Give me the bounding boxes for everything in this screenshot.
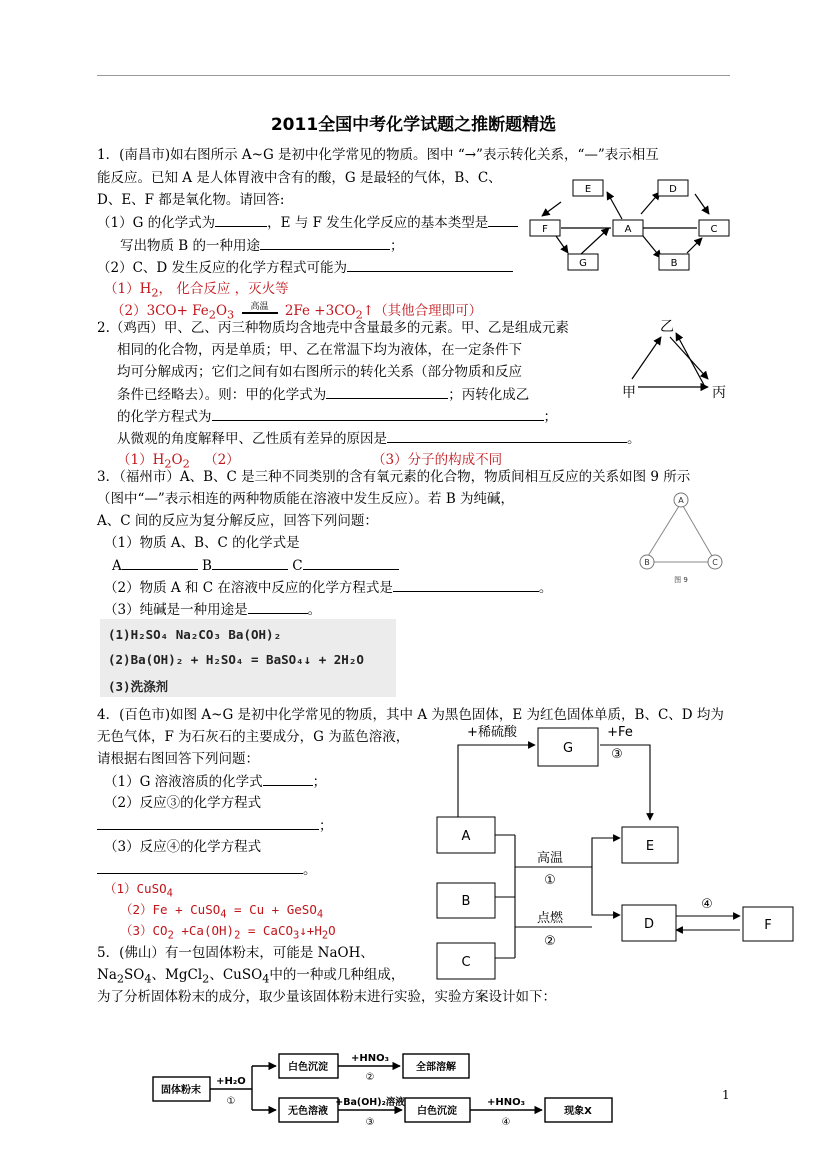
node-bing: 丙 [712, 385, 726, 401]
node-c: C [712, 558, 718, 567]
q4-line-2: 无色气体，F 为石灰石的主要成分，G 为蓝色溶液， [97, 729, 410, 745]
q4-line-4 [104, 772, 326, 791]
q4-answer-sub: 2 [321, 929, 329, 942]
answer-blank[interactable] [248, 600, 308, 614]
q1-condition [242, 302, 278, 314]
q4-line-8-end: 。 [303, 862, 317, 878]
q1-line-4b: ，E 与 F 发生化学反应的基本类型是 [267, 215, 489, 231]
q2-line-6-end: 。 [627, 431, 641, 447]
q5-sub: 4 [262, 972, 270, 986]
q5-sub: 2 [202, 972, 210, 986]
q1-answer-2-sub: 2 [355, 308, 363, 322]
node-yi: 乙 [660, 319, 674, 335]
q4-line-6-end: ； [319, 818, 333, 834]
flow-add-water: +H₂O [216, 1076, 246, 1087]
q4-answer-1-text: （1）CuSO [104, 881, 167, 896]
q2-answer-2: （2） [204, 452, 240, 468]
answer-blank[interactable] [347, 258, 513, 272]
q2-answer-1: （1）H [117, 452, 165, 468]
answer-blank[interactable] [263, 772, 313, 786]
q5-line-3: 为了分析固体粉末的成分，取少量该固体粉末进行实验，实验方案设计如下： [97, 989, 556, 1005]
q3-diagram [632, 488, 728, 584]
q2-answer-1-sub: 2 [164, 457, 172, 471]
q4-answer-sub: 2 [234, 929, 241, 942]
q3-answer-box [100, 619, 396, 697]
q5-line-2c: 、MgCl [151, 967, 203, 983]
q5-sub: 2 [116, 972, 125, 986]
q3-line-6 [104, 578, 552, 597]
q5-line-2 [97, 966, 404, 989]
q4-answer-3b: +Ca(OH) [173, 923, 235, 938]
label-acid: +稀硫酸 [467, 725, 517, 740]
q2-line-1: 2.（鸡西）甲、乙、丙三种物质均含地壳中含量最多的元素。甲、乙是组成元素 [97, 320, 569, 336]
node-c: C [710, 224, 718, 235]
header-rule [97, 75, 730, 76]
q2-line-5-text: 的化学方程式为 [117, 409, 212, 425]
label-high-temp: 高温 [536, 851, 564, 866]
flow-step-1: ① [226, 1096, 236, 1107]
q1-answer-2-sub: 3 [227, 308, 235, 322]
flow-colorless-solution: 无色溶液 [288, 1106, 328, 1117]
q3-answer-1: (1)H₂SO₄ Na₂CO₃ Ba(OH)₂ [108, 627, 282, 642]
q1-answer-2b: O [215, 303, 228, 319]
label-circle-1: ① [544, 873, 556, 888]
q3-line-7 [104, 600, 321, 619]
node-e: E [584, 184, 592, 195]
node-f: F [764, 918, 772, 933]
node-a: A [624, 224, 632, 235]
flow-step-2: ② [365, 1072, 375, 1083]
q2-diagram [618, 315, 738, 405]
q1-answer-2a: （2）3CO+ Fe [111, 303, 209, 319]
q3-label-b: B [202, 558, 212, 574]
answer-blank[interactable] [97, 816, 319, 830]
node-b: B [644, 558, 650, 567]
q1-line-4 [97, 213, 518, 232]
q4-diagram [420, 720, 805, 984]
q3-line-1: 3．（福州市）A、B、C 是三种不同类别的含有氧元素的化合物，物质间相互反应的关系如图 9 所示 [97, 469, 691, 485]
q4-answer-3e: O [328, 923, 336, 938]
answer-blank[interactable] [122, 556, 198, 570]
q2-line-6 [117, 429, 641, 448]
answer-blank[interactable] [212, 556, 288, 570]
q1-answer-1a: （1）H [104, 281, 152, 297]
node-a: A [461, 829, 471, 844]
q1-line-3: D、E、F 都是氧化物。请回答: [97, 192, 285, 208]
q4-line-1: 4．(百色市)如图 A~G 是初中化学常见的物质，其中 A 为黑色固体，E 为红色固体单质，B、C、D 均为 [97, 707, 724, 723]
answer-blank[interactable] [326, 385, 448, 399]
q1-answer-2c: 2Fe +3CO [284, 303, 356, 319]
q2-line-4-end: ；丙转化成乙 [448, 387, 530, 403]
q3-line-5 [112, 556, 399, 575]
q4-answer-3c: = CaCO [240, 923, 294, 938]
q1-line-1: 1．(南昌市)如右图所示 A~G 是初中化学常见的物质。图中 “→”表示转化关系，“—”表示相互 [97, 147, 659, 163]
flow-step-3: ③ [365, 1117, 375, 1128]
q3-label-c: C [292, 558, 303, 574]
q3-line-6-end: 。 [538, 580, 553, 596]
flow-add-baoh2: +Ba(OH)₂溶液 [335, 1097, 405, 1108]
q2-answer-3: （3）分子的构成不同 [371, 452, 503, 468]
q5-line-1: 5．(佛山）有一包固体粉末，可能是 NaOH、 [97, 945, 374, 961]
q3-line-2: （图中“—”表示相连的两种物质能在溶液中发生反应）。若 B 为纯碱， [97, 491, 515, 507]
label-circle-2: ② [544, 934, 556, 949]
page-number: 1 [722, 1088, 730, 1102]
label-circle-3: ③ [611, 747, 623, 762]
q4-line-7: （3）反应④的化学方程式 [104, 839, 262, 855]
q2-line-5 [117, 407, 557, 426]
q1-line-6 [97, 258, 513, 277]
q4-line-4-end: ； [312, 774, 327, 790]
q4-answer-sub: 4 [166, 887, 173, 900]
q2-line-5-end: ； [543, 409, 557, 425]
q3-line-6-text: （2）物质 A 和 C 在溶液中反应的化学方程式是 [104, 580, 393, 596]
q5-sub: 4 [144, 972, 152, 986]
q4-answer-2 [120, 901, 323, 924]
q4-answer-3d: ↓+H [299, 923, 322, 938]
node-c: C [461, 955, 471, 970]
q4-line-4-text: （1）G 溶液溶质的化学式 [104, 774, 263, 790]
q1-line-6-text: （2）C、D 发生反应的化学方程式可能为 [97, 260, 348, 276]
q1-answer-2-sub: 2 [208, 308, 216, 322]
q1-diagram [525, 168, 745, 280]
flow-fully-dissolved: 全部溶解 [416, 1062, 456, 1073]
q1-condition-text: 高温 [250, 302, 269, 312]
q4-answer-sub: 4 [316, 908, 324, 921]
q3-line-7-end: 。 [307, 602, 322, 618]
q2-line-6-text: 从微观的角度解释甲、乙性质有差异的原因是 [117, 431, 387, 447]
answer-blank[interactable] [303, 556, 399, 570]
q1-answer-1b: ， 化合反应 ，灭火等 [158, 281, 289, 297]
q4-line-5: （2）反应③的化学方程式 [104, 795, 262, 811]
q4-answer-sub: 4 [220, 908, 227, 921]
answer-blank[interactable] [393, 578, 539, 592]
flow-white-precipitate-1: 白色沉淀 [288, 1062, 328, 1073]
q1-answer-1 [104, 280, 289, 303]
answer-blank[interactable] [215, 213, 267, 227]
q5-line-2b: SO [124, 967, 145, 983]
flow-add-hno3-1: +HNO₃ [351, 1053, 389, 1064]
node-a: A [678, 496, 684, 505]
answer-blank[interactable] [387, 429, 627, 443]
answer-blank[interactable] [212, 407, 544, 421]
node-f: F [542, 224, 548, 235]
flow-phenomenon-x: 现象X [564, 1106, 592, 1117]
q4-line-6 [97, 816, 333, 835]
node-e: E [645, 839, 655, 854]
q4-answer-sub: 3 [293, 929, 300, 942]
node-jia: 甲 [622, 385, 636, 401]
answer-blank[interactable] [97, 860, 303, 874]
node-d: D [643, 917, 655, 932]
label-ignite: 点燃 [536, 911, 564, 926]
q2-answer-1-sub: 2 [182, 457, 190, 471]
q1-answer-1-sub: 2 [151, 286, 159, 300]
q3-label-a: A [112, 558, 122, 574]
q2-answer-1b: O [171, 452, 183, 468]
q2-line-2: 相同的化合物，丙是单质；甲、乙在常温下均为液体，在一定条件下 [117, 342, 522, 358]
q3-answer-3: (3)洗涤剂 [108, 679, 169, 694]
q1-line-5-text: 写出物质 B 的一种用途 [120, 238, 261, 254]
node-g: G [562, 741, 574, 756]
q4-line-8 [97, 860, 317, 879]
q4-answer-sub: 2 [167, 929, 174, 942]
q2-line-4 [117, 385, 529, 404]
node-b: B [670, 258, 678, 269]
q5-line-2e: 中的一种或几种组成， [269, 967, 405, 983]
q4-answer-3 [120, 922, 336, 945]
q3-line-4: （1）物质 A、B、C 的化学式是 [104, 535, 300, 551]
figure-label: 图 9 [674, 576, 688, 584]
q2-line-4-text: 条件已经略去）。则：甲的化学式为 [117, 387, 327, 403]
q1-line-4a: （1）G 的化学式为 [97, 215, 216, 231]
q3-line-7-text: （3）纯碱是一种用途是 [104, 602, 248, 618]
answer-blank[interactable] [488, 213, 518, 227]
q1-line-5-end: ； [390, 238, 404, 254]
q4-line-3: 请根据右图回答下列问题： [97, 751, 259, 767]
flow-step-4: ④ [501, 1117, 511, 1128]
node-g: G [579, 258, 587, 269]
q4-answer-1 [104, 880, 173, 903]
q3-answer-2: (2)Ba(OH)₂ + H₂SO₄ = BaSO₄↓ + 2H₂O [108, 652, 364, 667]
node-b: B [461, 894, 471, 909]
q3-line-3: A、C 间的反应为复分解反应，回答下列问题： [97, 513, 378, 529]
answer-blank[interactable] [260, 236, 390, 250]
q4-answer-3a: （3）CO [120, 923, 168, 938]
label-circle-4: ④ [701, 897, 713, 912]
node-d: D [669, 184, 677, 195]
q5-line-2a: Na [97, 967, 117, 983]
flow-add-hno3-2: +HNO₃ [487, 1097, 525, 1108]
page-title: 2011全国中考化学试题之推断题精选 [270, 115, 557, 135]
flow-solid-powder: 固体粉末 [161, 1085, 201, 1096]
q5-flowchart [150, 1050, 620, 1130]
q4-answer-2b: = Cu + GeSO [226, 902, 317, 917]
q4-answer-2a: （2）Fe + CuSO [120, 902, 221, 917]
q5-line-2d: 、CuSO [209, 967, 263, 983]
label-fe: +Fe [607, 725, 633, 740]
q1-answer-2d: ↑（其他合理即可） [362, 303, 483, 319]
q2-line-3: 均可分解成丙；它们之间有如右图所示的转化关系（部分物质和反应 [117, 364, 522, 380]
q1-line-2: 能反应。已知 A 是人体胃液中含有的酸，G 是最轻的气体，B、C、 [97, 170, 502, 186]
flow-white-precipitate-2: 白色沉淀 [417, 1106, 457, 1117]
q1-line-5 [120, 236, 404, 255]
